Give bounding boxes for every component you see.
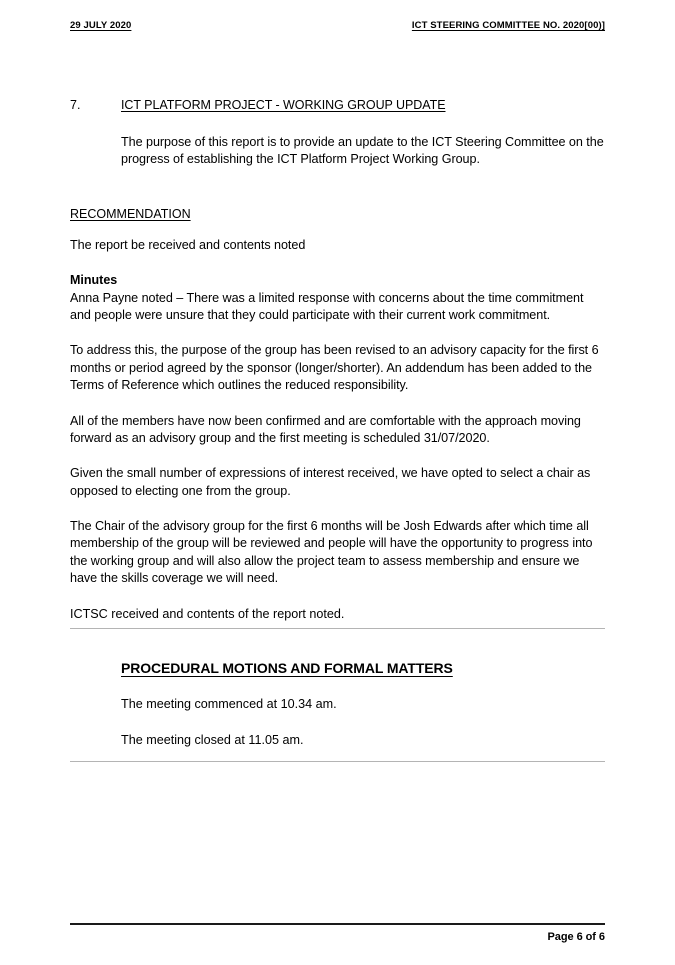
page-footer (70, 923, 605, 943)
minutes-paragraph-3: All of the members have now been confirmed and are comfortable with the approach moving forward as an advisory group and the first meeting is scheduled 31/07/2020. (70, 413, 581, 445)
minutes-closing-line: ICTSC received and contents of the report noted. (70, 606, 345, 621)
minutes-paragraph-4: Given the small number of expressions of interest received, we have opted to select a chair as opposed to electing one from the group. (70, 466, 591, 498)
meeting-closed-text: The meeting closed at 11.05 am. (121, 733, 304, 748)
header-date: 29 JULY 2020 (70, 20, 132, 31)
agenda-item-title: ICT PLATFORM PROJECT - WORKING GROUP UPDATE (121, 98, 446, 112)
page-number-label: Page 6 of 6 (547, 931, 605, 943)
spacer (70, 187, 605, 207)
divider-after-procedural (70, 761, 605, 762)
document-body (70, 98, 605, 623)
procedural-motions-section (121, 660, 605, 769)
recommendation-heading: RECOMMENDATION (70, 206, 191, 221)
header-committee-reference: ICT STEERING COMMITTEE NO. 2020[00)] (411, 20, 605, 31)
agenda-purpose-paragraph: The purpose of this report is to provide an update to the ICT Steering Committee on the progress of establishing the ICT Platform Project Working Group. (121, 135, 604, 167)
footer-divider (70, 923, 605, 925)
agenda-item-heading (70, 98, 605, 112)
minutes-paragraph-5: The Chair of the advisory group for the first 6 months will be Josh Edwards after which time all membership of the group will be reviewed and people will have the opportunity to progress into the working group and will also allow the project team to assess membership and ensure we have the skills coverage we will need. (70, 519, 593, 586)
divider-after-minutes (70, 628, 605, 629)
minutes-heading: Minutes (70, 273, 118, 288)
agenda-purpose-block (121, 134, 605, 169)
recommendation-text: The report be received and contents noted (70, 237, 306, 252)
page-header (70, 20, 605, 36)
procedural-motions-heading: PROCEDURAL MOTIONS AND FORMAL MATTERS (121, 660, 453, 676)
meeting-commenced-text: The meeting commenced at 10.34 am. (121, 697, 337, 711)
minutes-paragraph-1: Anna Payne noted – There was a limited response with concerns about the time commitment and people were unsure that they could participate with their current work commitment. (70, 290, 584, 322)
agenda-item-number: 7. (70, 98, 81, 112)
minutes-paragraph-2: To address this, the purpose of the group has been revised to an advisory capacity for the first 6 months or period agreed by the sponsor (longer/shorter). An addendum has been added to the Terms of Reference which outlines the reduced responsibility. (70, 343, 599, 393)
